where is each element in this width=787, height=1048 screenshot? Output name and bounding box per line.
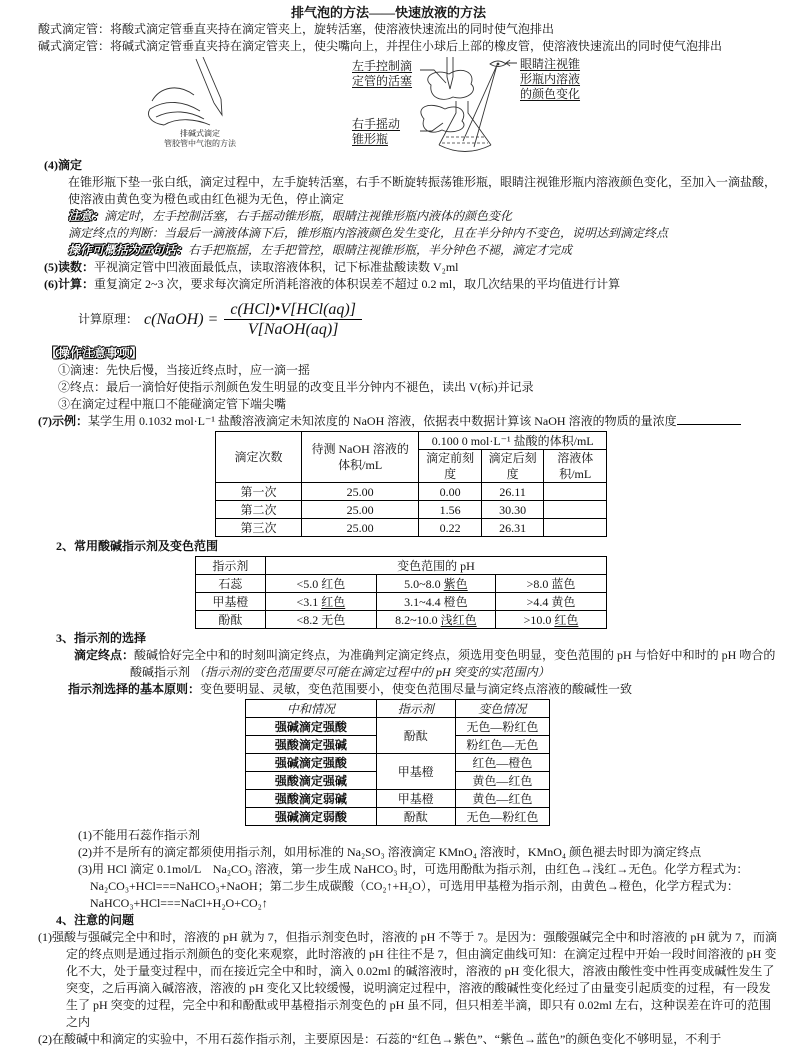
calculation-formula	[78, 293, 777, 345]
header-before: 滴定前刻度	[419, 450, 482, 483]
equation-step1: Na₂CO₃+HCl===NaHCO₃+NaOH；第二步生成碳酸（CO₂↑+H₂O），可选用甲基橙为指示剂，由黄色→橙色，化学方程式为：	[90, 879, 739, 893]
table-cell: 无色—粉红色	[455, 808, 549, 826]
left-figure-caption-line2: 管胶管中气泡的方法	[164, 138, 236, 148]
section4-paragraph1: 在锥形瓶下垫一张白纸，滴定过程中，左手旋转活塞，右手不断旋转振荡锥形瓶，眼睛注视锥形瓶内溶液颜色变化，至加入一滴盐酸，使溶液由黄色变为橙色或由红色褪为无色，停止滴定	[68, 175, 777, 206]
equation-step2: NaHCO₃+HCl===NaCl+H₂O+CO₂↑	[90, 896, 268, 910]
table-row	[216, 483, 607, 501]
table-cell: 26.11	[481, 483, 544, 501]
table-cell: 黄色—红色	[455, 772, 549, 790]
table-cell: 1.56	[419, 501, 482, 519]
operation-notes-heading: 【操作注意事项】	[46, 346, 143, 360]
table-row: 甲基橙 <3.1 红色 3.1~4.4 橙色 >4.4 黄色	[196, 593, 607, 611]
table-cell: 强碱滴定强酸	[246, 754, 377, 772]
left-figure-caption-line1: 排碱式滴定	[180, 129, 220, 138]
section4b-heading: 4、注意的问题	[56, 913, 135, 927]
table-header-row	[246, 700, 550, 718]
header-times: 滴定次数	[216, 432, 302, 483]
section6-calculation: (6)计算：重复滴定 2~3 次，要求每次滴定所消耗溶液的体积误差不超过 0.2 ml，取几次结果的平均值进行计算	[44, 277, 621, 291]
intro-base-label: 碱式滴定管：	[38, 39, 111, 53]
table-row	[246, 718, 550, 736]
header-naoh-volume: 待测 NaOH 溶液的体积/mL	[302, 432, 419, 483]
eye-watch-label: 眼睛注视锥 形瓶内溶液 的颜色变化	[520, 57, 581, 101]
section3-heading: 3、指示剂的选择	[56, 631, 147, 645]
table-cell: 酚酞	[196, 611, 266, 629]
formula-fraction	[224, 301, 362, 338]
table-row	[246, 754, 550, 772]
operation-note-2: ②终点：最后一滴恰好使指示剂颜色发生明显的改变且半分钟内不褪色，读出 V(标)并记录	[58, 380, 534, 394]
table-row: 石蕊 <5.0 红色 5.0~8.0 紫色 >8.0 蓝色	[196, 575, 607, 593]
section2-heading: 2、常用酸碱指示剂及变色范围	[56, 539, 219, 553]
operation-note-1: ①滴速：先快后慢，当接近终点时，应一滴一摇	[58, 363, 311, 377]
attention-paragraph1: (1)强酸与强碱完全中和时，溶液的 pH 就为 7，但指示剂变色时，溶液的 pH 不等于 7。是因为：强酸强碱完全中和时溶液的 pH 就为 7，而滴定的终点则是通过指示剂颜色的变化来观察，此时溶液的 pH 往往不是 7，但由滴定曲线可知：在滴定过程中开始一段时间溶液的 pH 变化不大，处于量变过程中，而在接近完全中和时，滴入 0.02ml 的碱溶液时，溶液的 pH 变化很大，溶液由酸性变中性再变成碱性发生了突变，之后再滴入碱溶液，溶液的 pH 变化又比较缓慢，说明滴定过程中，溶液的酸碱性变化经过了由量变引起质变的过程，有一段发生了 pH 突变的过程，完全中和和酚酞或甲基橙指示剂变色的 pH 虽不同，但只相差半滴，即只有 0.02ml 左右，这种误差在许可的范围之内	[38, 930, 777, 1029]
section4-five-sentences: 操作可概括为五句话：右手把瓶摇，左手把管控，眼睛注视锥形瓶，半分钟色不褪，滴定才完成	[68, 243, 573, 257]
indicator-range-table	[195, 556, 607, 629]
table-header-row	[196, 557, 607, 575]
section3-principle: 指示剂选择的基本原则：变色要明显、灵敏，变色范围要小，使变色范围尽量与滴定终点溶液的酸碱性一致	[68, 682, 633, 696]
table-cell: 黄色—红色	[455, 790, 549, 808]
header-hcl-volume: 0.100 0 mol·L⁻¹ 盐酸的体积/mL	[419, 432, 607, 450]
section4-endpoint-judgement: 滴定终点的判断：当最后一滴液体滴下后，锥形瓶内溶液颜色发生变化，且在半分钟内不变色，说明达到滴定终点	[68, 226, 669, 240]
note-hcl-na2co3: (3)用 HCl 滴定 0.1mol/L Na₂CO₃ 溶液，第一步生成 NaHCO₃ 时，可选用酚酞为指示剂，由红色→浅红→无色。化学方程式为：	[78, 862, 749, 876]
intro-acid-burette	[38, 21, 777, 38]
left-figure-caption	[140, 129, 260, 148]
table-cell	[544, 483, 607, 501]
table-cell: 第三次	[216, 519, 302, 537]
header-change: 变色情况	[455, 700, 549, 718]
table-cell: 强碱滴定强酸	[246, 718, 377, 736]
section4-note: 注意：滴定时，左手控制活塞，右手摇动锥形瓶，眼睛注视锥形瓶内液体的颜色变化	[68, 209, 513, 223]
note-no-litmus: (1)不能用石蕊作指示剂	[78, 828, 200, 842]
header-ph-range: 变色范围的 pH	[265, 557, 606, 575]
table-cell: 第二次	[216, 501, 302, 519]
table-cell: 强酸滴定强碱	[246, 772, 377, 790]
section4-heading: (4)滴定	[44, 158, 82, 172]
table-cell: 无色—粉红色	[455, 718, 549, 736]
table-cell: 酚酞	[376, 808, 455, 826]
table-row	[246, 808, 550, 826]
page-title: 排气泡的方法——快速放液的方法	[290, 5, 486, 20]
intro-base-text: 将碱式滴定管垂直夹持在滴定管夹上，使尖嘴向上，并捏住小球后上部的橡皮管，使溶液快速流出的同时使气泡排出	[110, 39, 723, 53]
header-indicator: 指示剂	[376, 700, 455, 718]
formula-label: 计算原理：	[78, 311, 139, 326]
table-cell: 25.00	[302, 519, 419, 537]
flask-titration-sketch	[421, 57, 491, 152]
intro-acid-text: 将酸式滴定管垂直夹持在滴定管夹上，旋转活塞，使溶液快速流出的同时使气泡排出	[110, 22, 555, 36]
table-cell	[544, 519, 607, 537]
table-header-row	[216, 432, 607, 450]
table-cell: 30.30	[481, 501, 544, 519]
operation-note-3: ③在滴定过程中瓶口不能碰滴定管下端尖嘴	[58, 397, 287, 411]
note-hollow-label: 注意：	[68, 209, 105, 223]
section7-example: (7)示例：某学生用 0.1032 mol·L⁻¹ 盐酸溶液滴定未知浓度的 NaOH 溶液，依据表中数据计算该 NaOH 溶液的物质的量浓度	[38, 413, 777, 430]
formula-numerator: c(HCl)•V[HCl(aq)]	[224, 301, 362, 320]
table-cell: 0.00	[419, 483, 482, 501]
intro-acid-label: 酸式滴定管：	[38, 22, 111, 36]
answer-blank-line[interactable]	[677, 413, 741, 425]
table-cell: 强酸滴定弱碱	[246, 790, 377, 808]
formula-denominator: V[NaOH(aq)]	[247, 320, 339, 338]
table-cell: 强碱滴定弱酸	[246, 808, 377, 826]
header-after: 滴定后刻度	[481, 450, 544, 483]
section3-endpoint: 滴定终点：酸碱恰好完全中和的时刻叫滴定终点，为准确判定滴定终点，须选用变色明显，变色范围的 pH 与恰好中和时的 pH 吻合的酸碱指示剂 （指示剂的变色范围要尽可能在滴定过程中的 pH 突变的实范围内）	[74, 648, 776, 679]
section5-reading: (5)读数：平视滴定管中凹液面最低点，读取溶液体积，记下标准盐酸读数 V₂ml	[44, 260, 459, 274]
table-row	[216, 501, 607, 519]
table-cell: 红色—橙色	[455, 754, 549, 772]
note-not-all-need-indicator: (2)并不是所有的滴定都须使用指示剂，如用标准的 Na₂SO₃ 溶液滴定 KMnO₄ 溶液时，KMnO₄ 颜色褪去时即为滴定终点	[78, 845, 702, 859]
header-case: 中和情况	[246, 700, 377, 718]
titration-data-table	[215, 431, 607, 537]
table-cell: 甲基橙	[376, 790, 455, 808]
eye-icon	[463, 60, 517, 147]
table-cell: 25.00	[302, 483, 419, 501]
table-cell: 粉红色—无色	[455, 736, 549, 754]
table-row: 酚酞 <8.2 无色 8.2~10.0 浅红色 >10.0 红色	[196, 611, 607, 629]
table-cell: 强酸滴定强碱	[246, 736, 377, 754]
table-row	[246, 790, 550, 808]
table-cell: 25.00	[302, 501, 419, 519]
stopcock-label: 左手控制滴 定管的活塞	[352, 59, 413, 88]
titration-figure	[0, 57, 777, 157]
endpoint-note: （指示剂的变色范围要尽可能在滴定过程中的 pH 突变的实范围内）	[193, 665, 550, 679]
table-cell: 酚酞	[376, 718, 455, 754]
base-burette-hand-sketch	[149, 57, 222, 125]
table-cell: 甲基橙	[376, 754, 455, 790]
header-volume: 溶液体积/mL	[544, 450, 607, 483]
table-cell	[544, 501, 607, 519]
indicator-choice-table	[245, 699, 550, 826]
table-cell: 26.31	[481, 519, 544, 537]
table-cell: 第一次	[216, 483, 302, 501]
formula-lhs: c(NaOH) =	[144, 310, 219, 328]
header-indicator: 指示剂	[196, 557, 266, 575]
shake-flask-label: 右手摇动 锥形瓶	[352, 117, 401, 146]
table-cell: 0.22	[419, 519, 482, 537]
table-row	[216, 519, 607, 537]
five-hollow-label: 操作可概括为五句话：	[68, 243, 189, 257]
intro-base-burette	[38, 38, 777, 55]
table-cell: 石蕊	[196, 575, 266, 593]
table-cell: 甲基橙	[196, 593, 266, 611]
attention-paragraph2: (2)在酸碱中和滴定的实验中，不用石蕊作指示剂，主要原因是：石蕊的“红色→紫色”、“紫色→蓝色”的颜色变化不够明显，不利于	[38, 1032, 722, 1046]
